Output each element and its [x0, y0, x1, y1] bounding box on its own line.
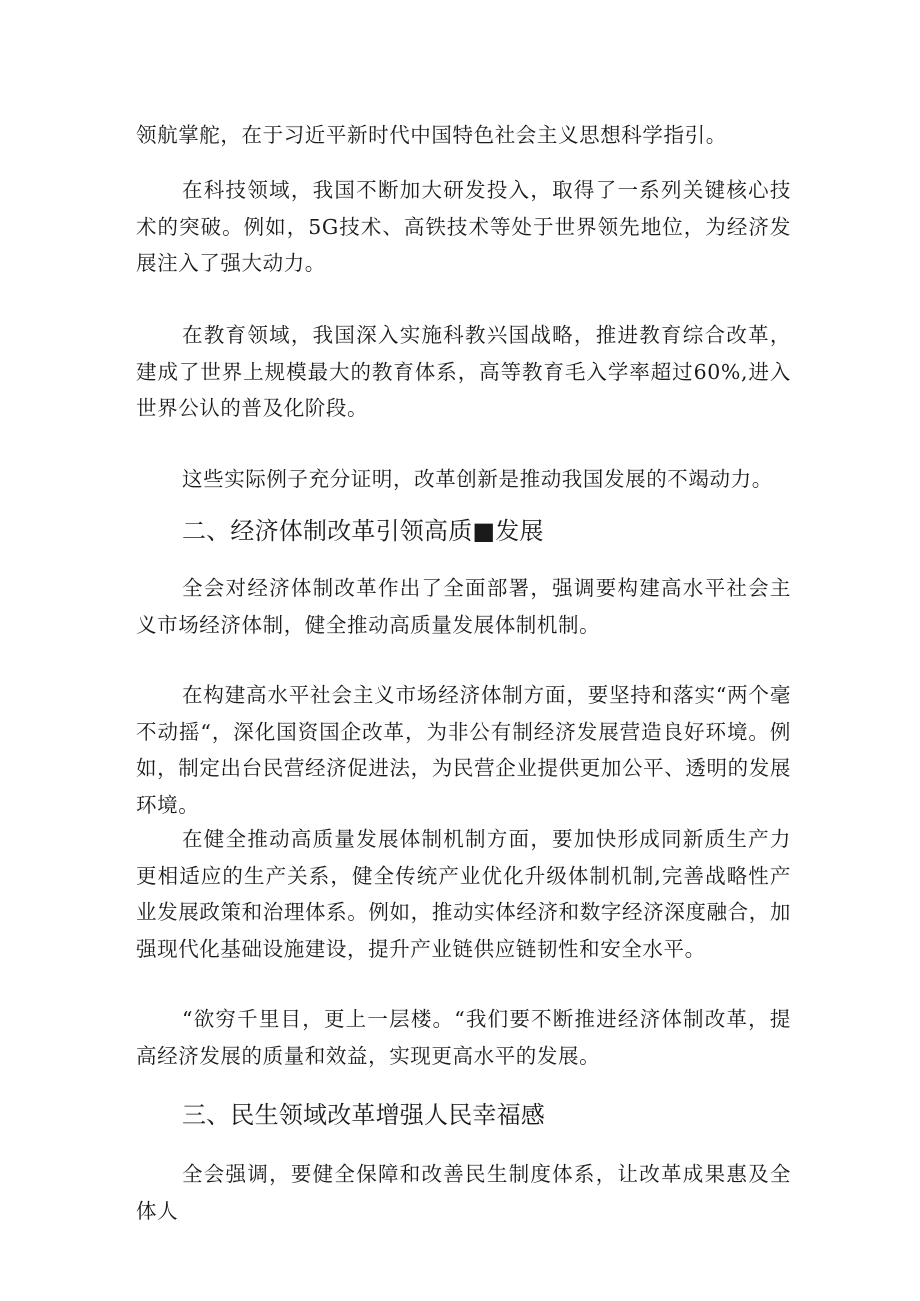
paragraph-livelihood: 全会强调，要健全保障和改善民生制度体系，让改革成果惠及全体人 — [136, 1162, 791, 1223]
paragraph-education: 在教育领域，我国深入实施科教兴国战略，推进教育综合改革，建成了世界上规模最大的教育体系，高等教育毛入学率超过60%,进入世界公认的普及化阶段。 — [136, 323, 791, 420]
paragraph-high-quality-development: 在健全推动高质量发展体制机制方面，要加快形成同新质生产力更相适应的生产关系，健全传统产业优化升级体制机制,完善战略性产业发展政策和治理体系。例如，推动实体经济和数字经济深度融合，加强现代化基础设施建设，提升产业链供应链韧性和安全水平。 — [136, 827, 791, 961]
paragraph-economic-plan: 全会对经济体制改革作出了全面部署，强调要构建高水平社会主义市场经济体制，健全推动高质量发展体制机制。 — [136, 576, 791, 637]
paragraph-quote: “欲穷千里目，更上一层楼。“我们要不断推进经济体制改革，提高经济发展的质量和效益，实现更高水平的发展。 — [136, 1007, 791, 1068]
section-heading-2: 二、经济体制改革引领高质■发展 — [182, 517, 544, 545]
paragraph-market-economy: 在构建高水平社会主义市场经济体制方面，要坚持和落实“两个毫不动摇“，深化国资国企改革，为非公有制经济发展营造良好环境。例如，制定出台民营经济促进法，为民营企业提供更加公平、透明的发展环境。 — [136, 683, 791, 817]
paragraph-technology: 在科技领域，我国不断加大研发投入，取得了一系列关键核心技术的突破。例如，5G技术、高铁技术等处于世界领先地位，为经济发展注入了强大动力。 — [136, 178, 791, 275]
paragraph-reform-summary: 这些实际例子充分证明，改革创新是推动我国发展的不竭动力。 — [182, 467, 773, 491]
section-heading-3: 三、民生领域改革增强人民幸福感 — [182, 1101, 545, 1129]
paragraph-intro-continuation: 领航掌舵，在于习近平新时代中国特色社会主义思想科学指引。 — [136, 123, 727, 147]
